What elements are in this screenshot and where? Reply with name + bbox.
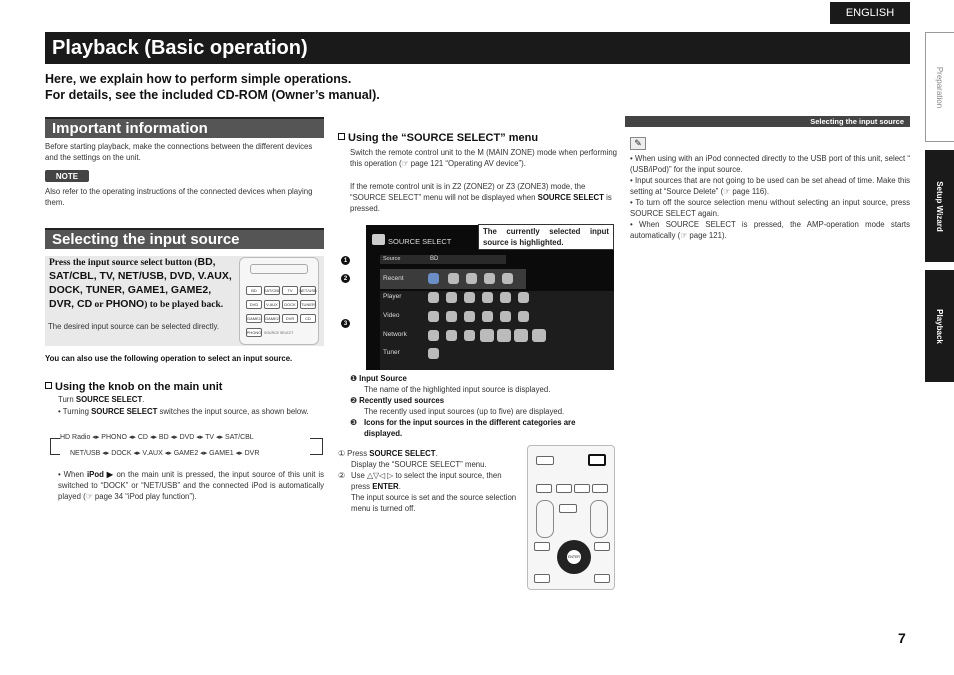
remote-large-btn <box>536 484 552 493</box>
row-player: Player <box>383 293 402 300</box>
screen-category-area <box>380 291 614 370</box>
remote-btn-game1: GAME1 <box>247 316 262 321</box>
important-text: Before starting playback, make the connections between the different devices and the settings on the unit. <box>45 142 313 162</box>
screen-legend: ❶ Input Source The name of the highlighted input source is displayed. ❷ Recently used sources The recently used input sources (up to five) are displayed. ❸ Icons for the input sources in the different categories are displayed. <box>350 373 615 439</box>
remote-large-btn <box>534 542 550 551</box>
network-icon-4 <box>480 329 494 342</box>
also-text: You can also use the following operation to select an input source. <box>45 354 293 363</box>
tuner-icon-1 <box>428 348 439 359</box>
remote-cursor-pad <box>557 540 591 574</box>
source-select-icon <box>372 234 385 245</box>
remote-btn-game2: GAME2 <box>265 316 280 321</box>
note-item: • When using with an iPod connected directly to the USB port of this unit, select “ (USB/iPod)” for the input source. <box>630 154 910 174</box>
remote-btn-tv: TV <box>282 286 298 295</box>
side-tab-preparation[interactable]: Preparation <box>925 32 954 142</box>
important-heading: Important information <box>45 117 324 138</box>
remote-illustration-small <box>239 257 319 345</box>
row-tuner: Tuner <box>383 349 400 356</box>
remote-source-select-button <box>588 454 606 466</box>
recent-bd-icon <box>428 273 439 284</box>
row-video: Video <box>383 312 400 319</box>
video-icon-4 <box>482 311 493 322</box>
player-icon-1 <box>428 292 439 303</box>
note-item: • When SOURCE SELECT is pressed, the AMP-operation mode starts automatically (☞ page 121). <box>630 220 910 240</box>
remote-enter-button: ENTER <box>567 550 581 564</box>
intro-text <box>45 71 605 103</box>
screen-title: SOURCE SELECT <box>388 237 452 246</box>
press-instruction: Press the input source select button (BD, SAT/CBL, TV, NET/USB, DVD, V.AUX, DOCK, TUNER, GAME1, GAME2, DVR, CD or PHONO) to be played back. <box>49 256 232 310</box>
remote-btn-bd: BD <box>246 286 262 295</box>
recent-icon-4 <box>484 273 495 284</box>
remote-btn-satcbl: SAT/CBL <box>263 288 281 293</box>
network-icon-1 <box>428 330 439 341</box>
video-icon-3 <box>464 311 475 322</box>
remote-illustration-large <box>527 445 615 590</box>
remote-btn-cd: CD <box>300 314 316 323</box>
pencil-icon: ✎ <box>630 137 646 150</box>
legend-item-2: ❷ Recently used sources <box>350 396 445 405</box>
recent-icon-3 <box>466 273 477 284</box>
remote-large-btn <box>592 484 608 493</box>
intro-line-1: Here, we explain how to perform simple operations. <box>45 72 352 86</box>
screen-recent-row: Recent <box>380 269 526 289</box>
note-badge: NOTE <box>45 170 89 182</box>
source-cycle-diagram <box>48 432 324 462</box>
player-icon-6 <box>518 292 529 303</box>
remote-btn-vaux: V.AUX <box>264 300 280 309</box>
heading-box-icon <box>338 133 345 140</box>
network-icon-5 <box>497 329 511 342</box>
remote-btn-dvd: DVD <box>246 300 262 309</box>
remote-top-buttons <box>250 264 308 274</box>
video-icon-1 <box>428 311 439 322</box>
remote-btn-phono: PHONO <box>246 330 262 335</box>
video-icon-5 <box>500 311 511 322</box>
flow-row-1: HD Radio ◂▸ PHONO ◂▸ CD ◂▸ BD ◂▸ DVD ◂▸ TV ◂▸ SAT/CBL <box>60 434 254 441</box>
remote-large-btn <box>536 456 554 465</box>
video-icon-2 <box>446 311 457 322</box>
network-icon-6 <box>514 329 528 342</box>
legend-item-1: ❶ Input Source <box>350 374 407 383</box>
note-item: • Input sources that are not going to be used can be set ahead of time. Make this setting at “Source Delete” (☞ page 116). <box>630 176 910 196</box>
language-tab: ENGLISH <box>830 2 910 24</box>
page-number: 7 <box>898 630 906 646</box>
source-menu-p1: Switch the remote control unit to the M (MAIN ZONE) mode when performing this operation (☞ page 121 “Operating AV device”). <box>350 148 617 168</box>
source-menu-heading: Using the “SOURCE SELECT” menu <box>338 132 538 144</box>
marker-2: 2 <box>341 274 350 283</box>
volume-rocker <box>536 500 554 538</box>
player-icon-4 <box>482 292 493 303</box>
press-instruction-box <box>45 256 324 346</box>
player-icon-5 <box>500 292 511 303</box>
remote-large-btn <box>574 484 590 493</box>
knob-heading: Using the knob on the main unit <box>45 381 222 393</box>
intro-line-2: For details, see the included CD-ROM (Owner’s manual). <box>45 88 380 102</box>
remote-large-btn <box>556 484 572 493</box>
network-icon-2 <box>446 330 457 341</box>
remote-btn-netusb: NET/USB <box>299 288 317 293</box>
side-tab-playback[interactable]: Playback <box>925 270 954 382</box>
network-icon-7 <box>532 329 546 342</box>
player-icon-3 <box>464 292 475 303</box>
flow-row-2: NET/USB ◂▸ DOCK ◂▸ V.AUX ◂▸ GAME2 ◂▸ GAME1 ◂▸ DVR <box>70 450 260 457</box>
marker-1: 1 <box>341 256 350 265</box>
note-item: • To turn off the source selection menu without selecting an input source, press SOURCE SELECT again. <box>630 198 910 218</box>
recent-icon-5 <box>502 273 513 284</box>
remote-btn-dock: DOCK <box>282 300 298 309</box>
source-menu-p2: If the remote control unit is in Z2 (ZONE2) or Z3 (ZONE3) mode, the “SOURCE SELECT” menu will not be displayed when SOURCE SELECT is pressed. <box>350 182 612 213</box>
remote-btn-tuner: TUNER <box>301 302 315 307</box>
player-icon-2 <box>446 292 457 303</box>
network-icon-3 <box>464 330 475 341</box>
selecting-heading: Selecting the input source <box>45 228 324 249</box>
page-title: Playback (Basic operation) <box>45 32 910 64</box>
remote-amp-button <box>559 504 577 513</box>
side-tab-setup-wizard[interactable]: Setup Wizard <box>925 150 954 262</box>
marker-3: 3 <box>341 319 350 328</box>
remote-large-btn <box>534 574 550 583</box>
notes-list <box>630 153 910 241</box>
legend-item-3: ❸ Icons for the input sources in the different categories are displayed. <box>350 418 576 438</box>
section-bar: Selecting the input source <box>625 116 910 127</box>
remote-source-select-label: SOURCE SELECT <box>264 331 294 335</box>
steps: ① Press SOURCE SELECT. Display the “SOURCE SELECT” menu. ② Use △▽◁ ▷ to select the input source, then press ENTER. The input source is set and the source selection menu is turned off. <box>338 449 517 513</box>
row-network: Network <box>383 331 407 338</box>
recent-icon-2 <box>448 273 459 284</box>
remote-btn-dvr: DVR <box>282 314 298 323</box>
knob-bullet: • Turning SOURCE SELECT switches the input source, as shown below. <box>58 407 309 416</box>
knob-turn: Turn SOURCE SELECT. <box>58 395 145 404</box>
remote-large-btn <box>594 542 610 551</box>
video-icon-6 <box>518 311 529 322</box>
remote-large-btn <box>594 574 610 583</box>
highlight-callout: The currently selected input source is highlighted. <box>478 224 614 250</box>
press-sub-text: The desired input source can be selected directly. <box>48 322 220 331</box>
channel-rocker <box>590 500 608 538</box>
step-1: ① Press SOURCE SELECT. <box>338 449 438 458</box>
heading-box-icon <box>45 382 52 389</box>
ipod-bullet: • When iPod ▶ on the main unit is pressed, the input source of this unit is switched to “DOCK” or “NET/USB” and the connected iPod is automatically played (☞ page 34 “iPod play function”). <box>58 470 325 501</box>
step-2: ② Use △▽◁ ▷ to select the input source, then press ENTER. <box>338 471 502 491</box>
note-text: Also refer to the operating instructions of the connected devices when playing them. <box>45 187 313 207</box>
screen-source-row: Source BD <box>380 255 506 264</box>
